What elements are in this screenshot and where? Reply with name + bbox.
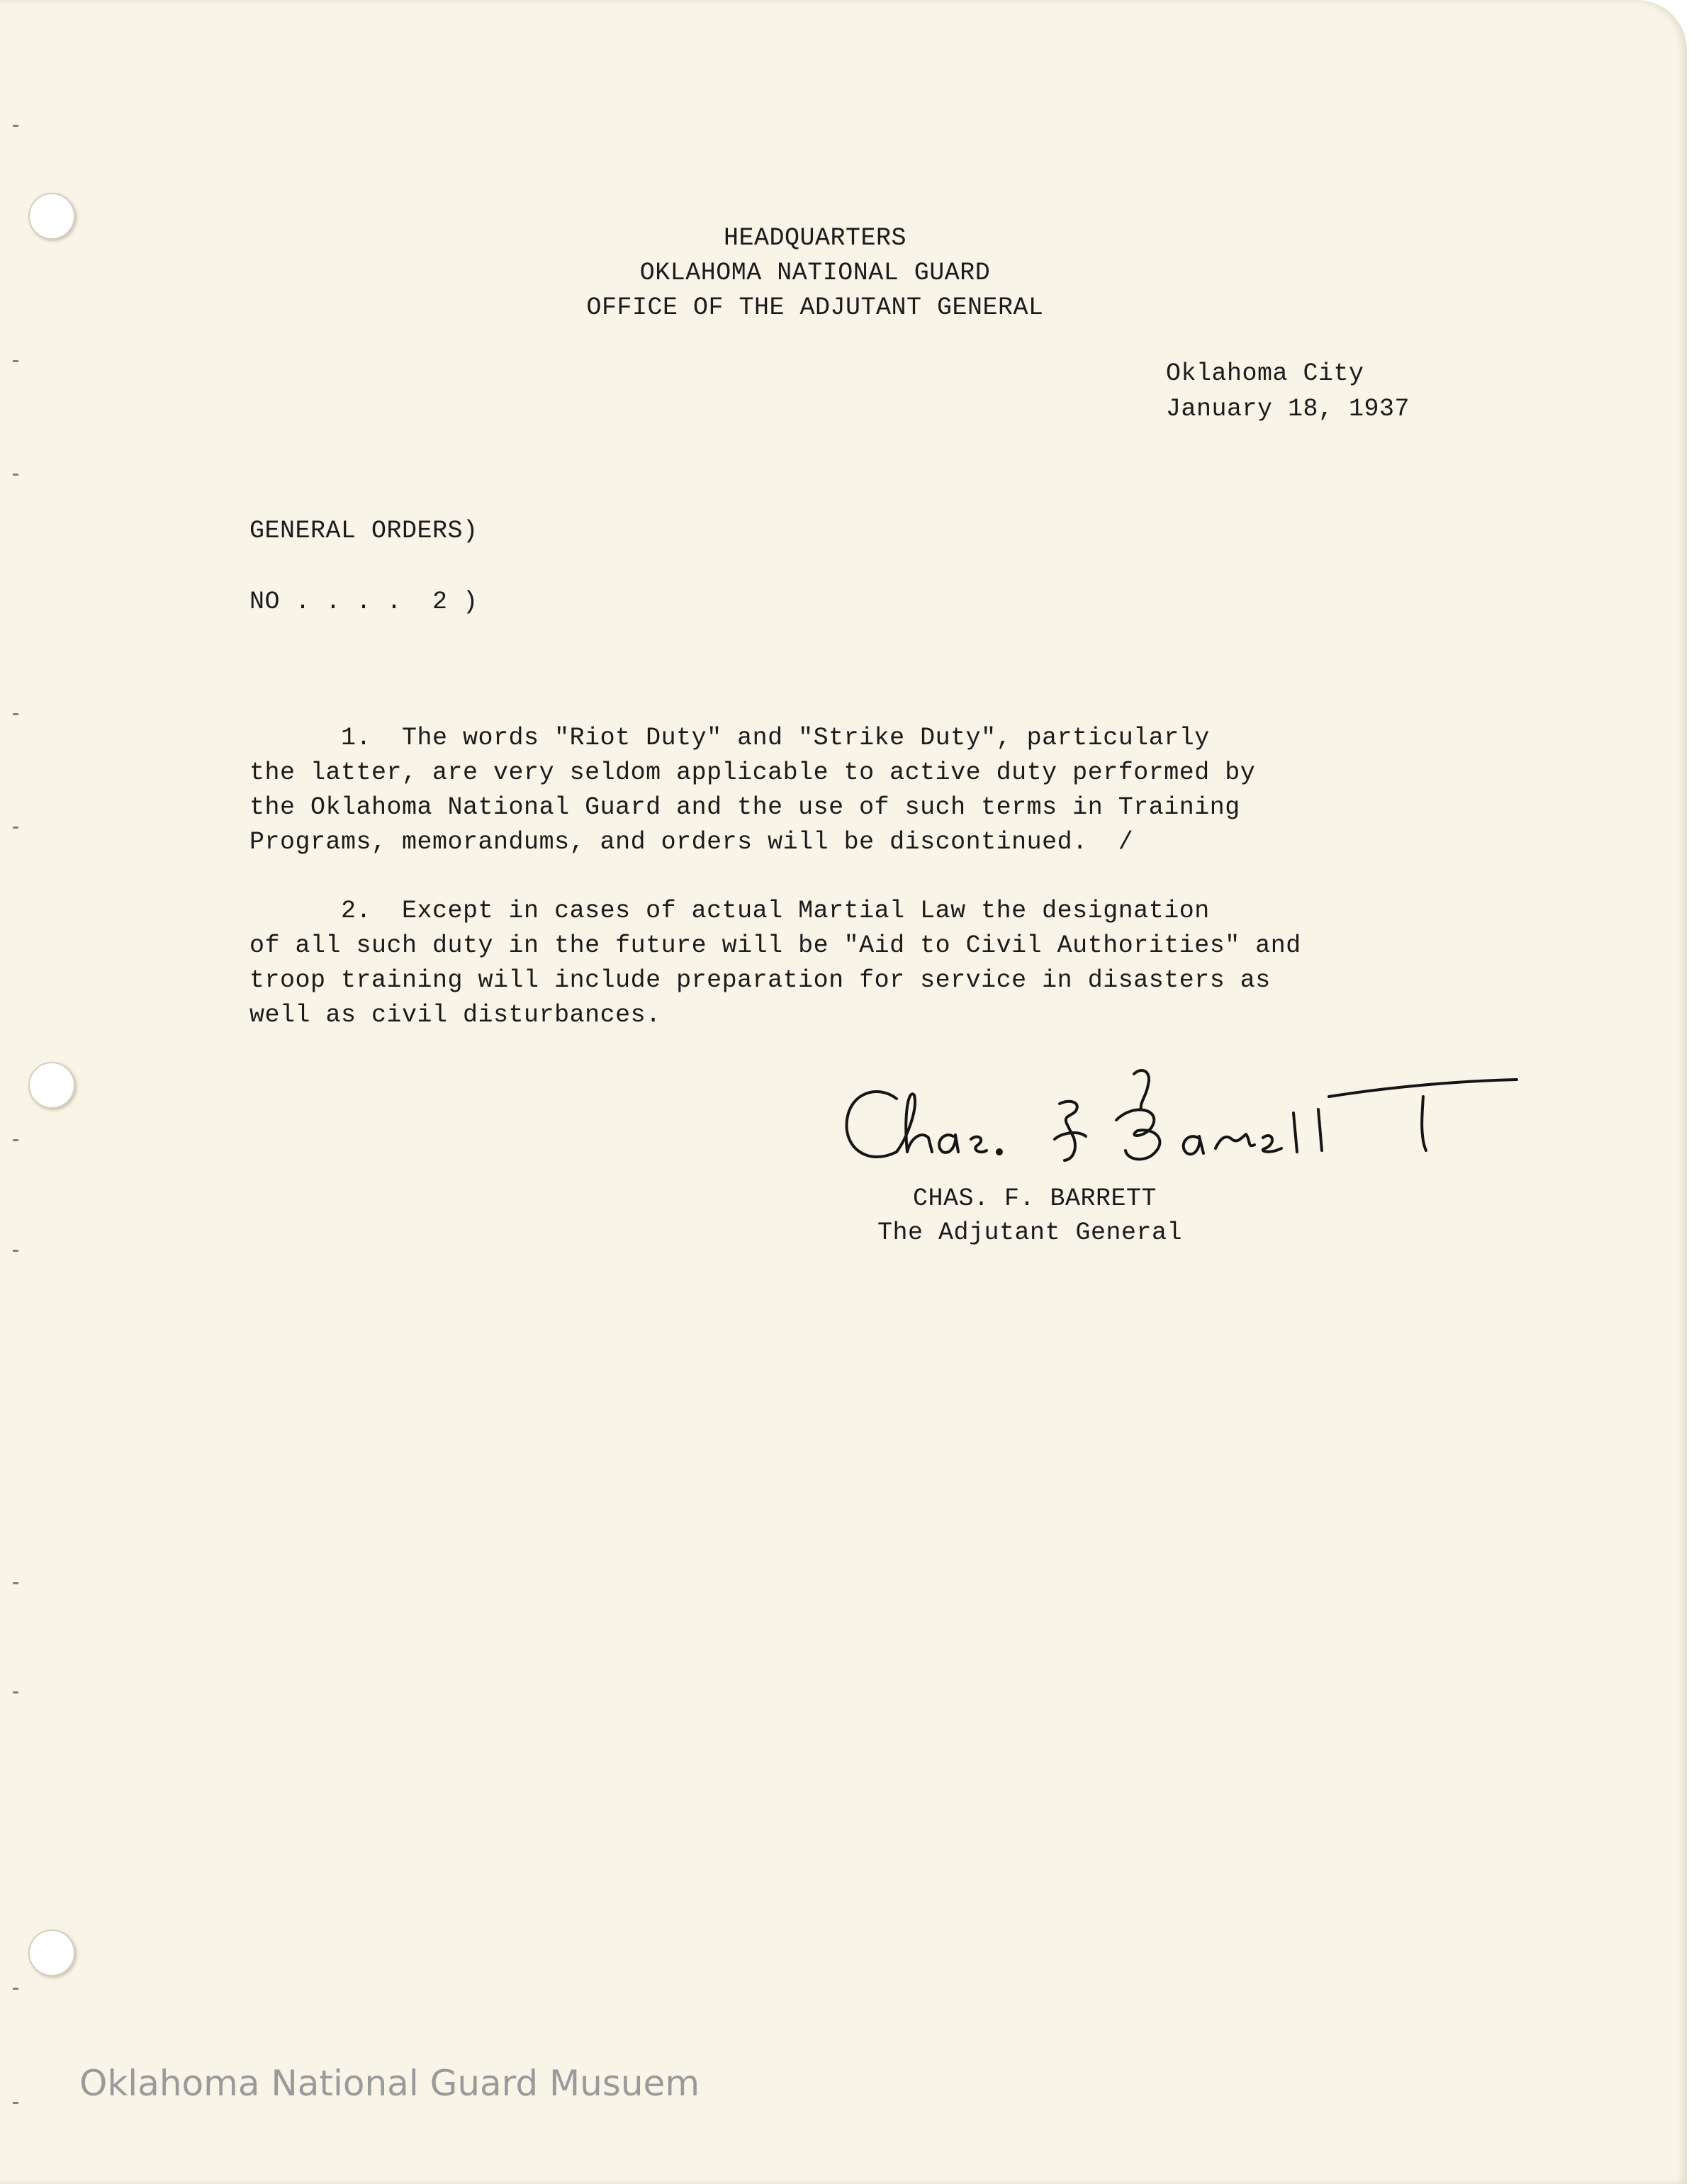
signatory-name: CHAS. F. BARRETT	[913, 1185, 1157, 1213]
paragraph-2	[249, 894, 1301, 1033]
letterhead-line-1: HEADQUARTERS	[723, 224, 907, 252]
margin-mark	[13, 1582, 18, 1584]
paragraph-line: the Oklahoma National Guard and the use of such terms in Training	[249, 793, 1240, 822]
binder-hole-top	[28, 193, 75, 240]
paragraph-line: Programs, memorandums, and orders will be discontinued. /	[249, 828, 1134, 856]
margin-mark	[13, 1988, 18, 1990]
paragraph-line: the latter, are very seldom applicable to active duty performed by	[249, 758, 1256, 787]
signatory-title: The Adjutant General	[877, 1219, 1183, 1247]
paragraph-line: 1. The words "Riot Duty" and "Strike Duty", particularly	[249, 724, 1210, 752]
handwritten-signature	[829, 1060, 1524, 1187]
margin-mark	[13, 474, 18, 476]
paragraph-line: well as civil disturbances.	[249, 1001, 661, 1029]
letterhead-line-3: OFFICE OF THE ADJUTANT GENERAL	[586, 293, 1044, 322]
letterhead	[496, 221, 1134, 325]
margin-mark	[13, 827, 18, 829]
paragraph-line: troop training will include preparation for service in disasters as	[249, 966, 1271, 995]
paragraph-line: 2. Except in cases of actual Martial Law the designation	[249, 897, 1210, 925]
binder-hole-middle	[28, 1062, 75, 1109]
date: January 18, 1937	[1166, 395, 1410, 423]
margin-mark	[13, 1139, 18, 1141]
binder-hole-bottom	[28, 1930, 75, 1976]
paragraph-line: of all such duty in the future will be "Aid to Civil Authorities" and	[249, 931, 1301, 960]
margin-mark	[13, 713, 18, 715]
margin-mark	[13, 125, 18, 127]
margin-mark	[13, 1250, 18, 1252]
margin-mark	[13, 2102, 18, 2104]
place: Oklahoma City	[1166, 359, 1364, 388]
margin-mark	[13, 1691, 18, 1693]
general-orders-number: NO . . . . 2 )	[249, 588, 478, 616]
paragraph-1	[249, 721, 1255, 860]
margin-mark	[13, 360, 18, 362]
museum-watermark: Oklahoma National Guard Musuem	[79, 2063, 700, 2104]
general-orders-label: GENERAL ORDERS)	[249, 517, 478, 545]
letterhead-line-2: OKLAHOMA NATIONAL GUARD	[639, 259, 991, 287]
page-right-margin	[1687, 0, 1701, 2184]
